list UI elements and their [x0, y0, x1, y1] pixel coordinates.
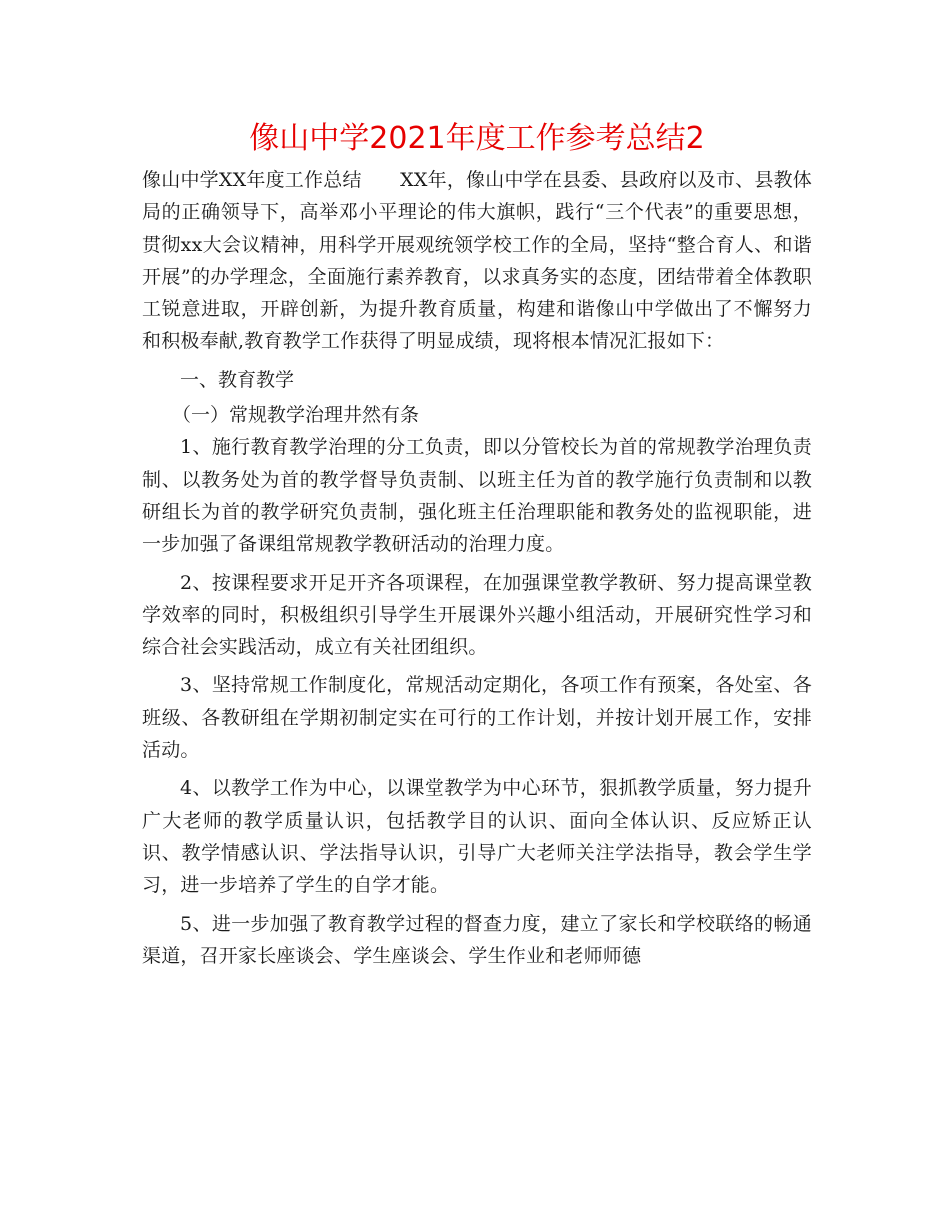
document-title: 像山中学2021年度工作参考总结2 [249, 121, 705, 156]
list-item-1: 1、施行教育教学治理的分工负责，即以分管校长为首的常规教学治理负责制、以教务处为首的教学督导负责制、以班主任为首的教学施行负责制和以教研组长为首的教学研究负责制，强化班主任治理职能和教务处的监视职能，进一步加强了备课组常规教学教研活动的治理力度。 [142, 436, 812, 556]
section-heading: 一、教育教学 [180, 368, 295, 391]
list-item-5: 5、进一步加强了教育教学过程的督查力度，建立了家长和学校联络的畅通渠道，召开家长座谈会、学生座谈会、学生作业和老师师德 [142, 912, 812, 967]
subsection-heading: （一）常规教学治理井然有条 [172, 404, 420, 427]
intro-paragraph: 像山中学XX年度工作总结 XX年，像山中学在县委、县政府以及市、县教体局的正确领导下，高举邓小平理论的伟大旗帜，践行“三个代表”的重要思想，贯彻xx大会议精神，用科学开展观统领学校工作的全局，坚持“整合育人、和谐开展”的办学理念，全面施行素养教育，以求真务实的态度，团结带着全体教职工锐意进取，开辟创新，为提升教育质量，构建和谐像山中学做出了不懈努力和积极奉献,教育教学工作获得了明显成绩，现将根本情况汇报如下： [142, 169, 812, 353]
list-item-4: 4、以教学工作为中心，以课堂教学为中心环节，狠抓教学质量，努力提升广大老师的教学质量认识，包括教学目的认识、面向全体认识、反应矫正认识、教学情感认识、学法指导认识，引导广大老师关注学法指导，教会学生学习，进一步培养了学生的自学才能。 [142, 777, 812, 897]
document-page [142, 118, 812, 972]
list-item-3: 3、坚持常规工作制度化，常规活动定期化，各项工作有预案，各处室、各班级、各教研组在学期初制定实在可行的工作计划，并按计划开展工作，安排活动。 [142, 674, 812, 762]
list-item-2: 2、按课程要求开足开齐各项课程，在加强课堂教学教研、努力提高课堂教学效率的同时，积极组织引导学生开展课外兴趣小组活动，开展研究性学习和综合社会实践活动，成立有关社团组织。 [142, 571, 812, 659]
